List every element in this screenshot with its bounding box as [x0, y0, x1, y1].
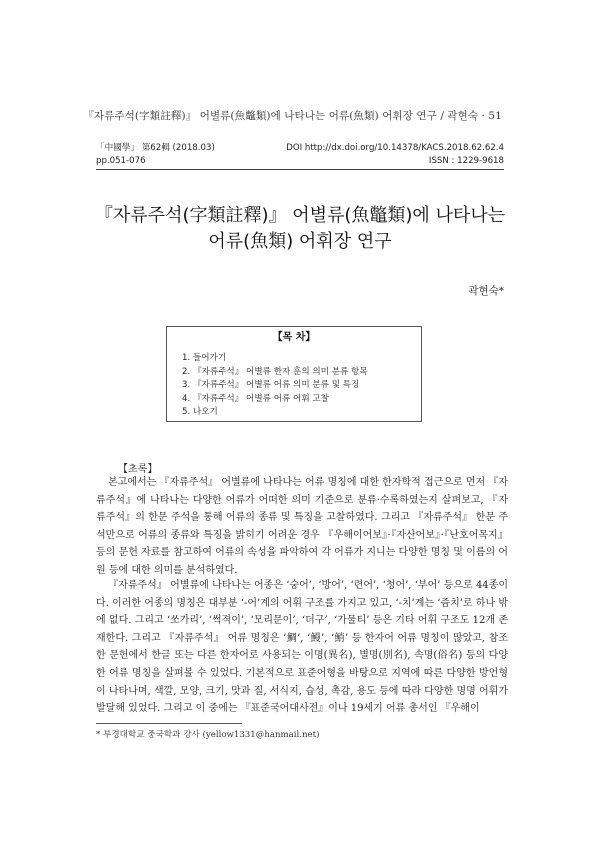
toc-heading: 【목 차】	[272, 332, 316, 343]
toc-item[interactable]: 4. 『자류주석』 어별류 어류 어휘 고찰	[182, 393, 329, 404]
abstract-label: 【초록】	[118, 464, 158, 475]
footnote-divider	[96, 723, 242, 724]
running-head: 『자류주석(字類註釋)』 어별류(魚鼈類)에 나타나는 어류(魚類) 어휘장 연구 / 곽현숙 · 51	[83, 110, 502, 122]
meta-divider	[96, 169, 504, 170]
toc-item[interactable]: 5. 나오기	[182, 407, 218, 417]
doi-link[interactable]: DOI http://dx.doi.org/10.14378/KACS.2018.62.62.4	[286, 143, 504, 153]
toc-list	[182, 352, 368, 420]
journal-issue: 「中國學」 第62輯 (2018.03)	[96, 143, 215, 153]
paper-title	[60, 203, 540, 255]
author-name: 곽현숙*	[468, 285, 504, 297]
issn: ISSN : 1229-9618	[428, 156, 504, 166]
abstract-paragraph-2: 『자류주석』 어별류에 나타나는 어종은 ‘숭어’, ‘방어’, ‘련어’, ‘청어’, ‘부어’ 등으로 44종이다. 이러한 어종의 명칭은 대부분 ‘-어’계의 어휘 구조를 가지고 있고, ‘-치’계는 ‘즘치’로 하나 밖에 없다. 그리고 ‘쏘가리’, ‘썩젹이’, ‘모리문이’, ‘더구’, ‘가물티’ 등은 기타 어휘 구조도 12개 존재한다. 그리고 『자류주석』 어류 명칭은 ‘鯛’, ‘鰻’, ‘鮹’ 등 한자어 어류 명칭이 많았고, 참조한 문헌에서 한글 또는 다른 한자어로 사용되는 이명(異名), 별명(別名), 속명(俗名) 등의 다양한 어류 명칭을 살펴볼 수 있었다. 기본적으로 표준어형을 바탕으로 지역에 따른 다양한 방언형이 나타나며, 색깔, 모양, 크기, 맛과 질, 서식지, 습성, 촉감, 용도 등에 따라 다양한 명명 어휘가 발달해 있었다. 그리고 이 중에는 『표준국어대사전』이나 19세기 어류 총서인 『우해이	[96, 580, 508, 715]
paper-title-line-1: 『자류주석(字類註釋)』 어별류(魚鼈類)에 나타나는	[94, 205, 506, 226]
publication-meta	[96, 142, 504, 170]
page-range: pp.051-076	[96, 156, 146, 166]
toc-item[interactable]: 2. 『자류주석』 어별류 한자 훈의 의미 분류 항목	[182, 366, 368, 377]
abstract-paragraph-1: 본고에서는 『자류주석』 어별류에 나타나는 어류 명칭에 대한 한자학적 접근으로 먼저 『자류주석』에 나타나는 다양한 어류가 어떠한 의미 기준으로 분류·수록하였는지 살펴보고, 『자류주석』의 한문 주석을 통해 어류의 종류 및 특징을 고찰하였다. 그리고 『자류주석』 한문 주석만으로 어류의 종류와 특징을 밝히기 어려운 경우 『우해이어보』·『자산어보』·『난호어목지』 등의 문헌 자료를 참고하여 어류의 속성을 파악하여 각 어류가 지니는 다양한 명칭 및 이름의 어원 등에 대한 의미를 분석하였다.	[96, 477, 508, 576]
author-footnote: * 부경대학교 중국학과 강사 (yellow1331@hanmail.net)	[96, 730, 320, 740]
toc-item[interactable]: 3. 『자류주석』 어별류 어류 의미 분류 및 특징	[182, 380, 360, 390]
paper-title-line-2: 어류(魚類) 어휘장 연구	[208, 231, 392, 252]
toc-item[interactable]: 1. 들어가기	[182, 353, 227, 363]
